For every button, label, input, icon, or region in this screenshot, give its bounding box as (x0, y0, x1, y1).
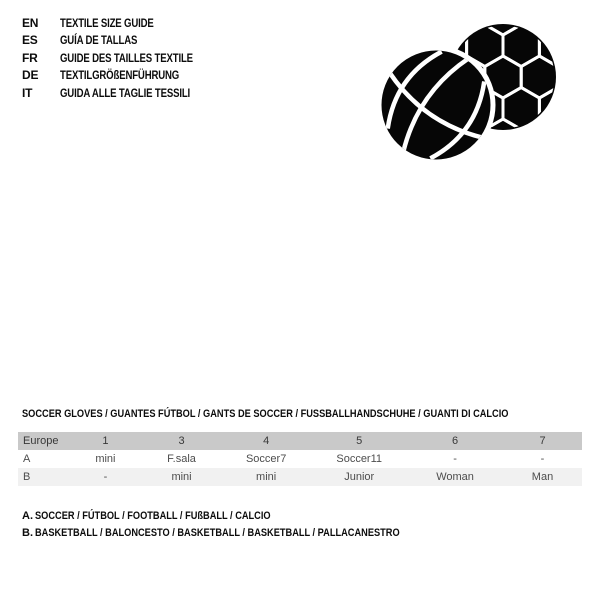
footnote-label: B. (22, 527, 33, 540)
header-cell-size: 7 (503, 432, 582, 450)
balls-icon (363, 18, 573, 178)
table-cell: F.sala (167, 453, 196, 465)
table-row-a (18, 450, 582, 468)
header-cell-region: Europe (18, 432, 69, 450)
footnote-a (22, 508, 469, 525)
language-label: TEXTILE SIZE GUIDE (60, 16, 154, 30)
header-cell-size: 5 (311, 432, 407, 450)
header-cell-size: 1 (69, 432, 142, 450)
language-row-it (22, 85, 226, 102)
footnote-label: A. (22, 510, 33, 522)
footnote-text: SOCCER / FÚTBOL / FOOTBALL / FUßBALL / CALCIO (35, 510, 271, 522)
language-label: GUÍA DE TALLAS (60, 33, 138, 48)
table-cell: mini (95, 453, 116, 465)
table-row-b (18, 468, 582, 486)
language-code: IT (22, 85, 33, 100)
table-cell: Man (531, 471, 554, 483)
language-code: DE (22, 68, 39, 83)
language-label: GUIDE DES TAILLES TEXTILE (60, 50, 193, 65)
size-table (18, 432, 582, 486)
table-cell: Woman (436, 471, 474, 483)
header-cell-size: 6 (407, 432, 503, 450)
table-header-row (18, 432, 582, 450)
table-cell: - (453, 453, 457, 465)
table-cell: - (103, 471, 108, 483)
language-label: GUIDA ALLE TAGLIE TESSILI (60, 85, 191, 100)
footnotes (22, 508, 469, 543)
header-cell-size: 3 (142, 432, 221, 450)
language-code: FR (22, 50, 38, 65)
table-title: SOCCER GLOVES / GUANTES FÚTBOL / GANTS DE SOCCER / FUSSBALLHANDSCHUHE / GUANTI DI CALCIO (22, 408, 509, 420)
language-label: TEXTILGRÖßENFÜHRUNG (60, 68, 180, 83)
table-cell: Junior (344, 471, 375, 483)
language-list (22, 15, 226, 102)
footnote-b (22, 525, 469, 542)
language-row-en (22, 15, 226, 32)
table-cell: Soccer7 (245, 453, 287, 465)
language-code: ES (22, 33, 38, 48)
row-label: A (23, 453, 31, 465)
table-cell: Soccer11 (336, 453, 383, 465)
language-code: EN (22, 16, 39, 30)
table-cell: mini (256, 471, 277, 483)
row-label: B (23, 471, 31, 483)
language-row-de (22, 67, 226, 84)
table-cell: mini (171, 471, 192, 483)
table-cell: - (540, 453, 545, 465)
header-cell-size: 4 (221, 432, 311, 450)
footnote-text: BASKETBALL / BALONCESTO / BASKETBALL / BASKETBALL / PALLACANESTRO (35, 527, 400, 540)
language-row-es (22, 32, 226, 49)
language-row-fr (22, 50, 226, 67)
